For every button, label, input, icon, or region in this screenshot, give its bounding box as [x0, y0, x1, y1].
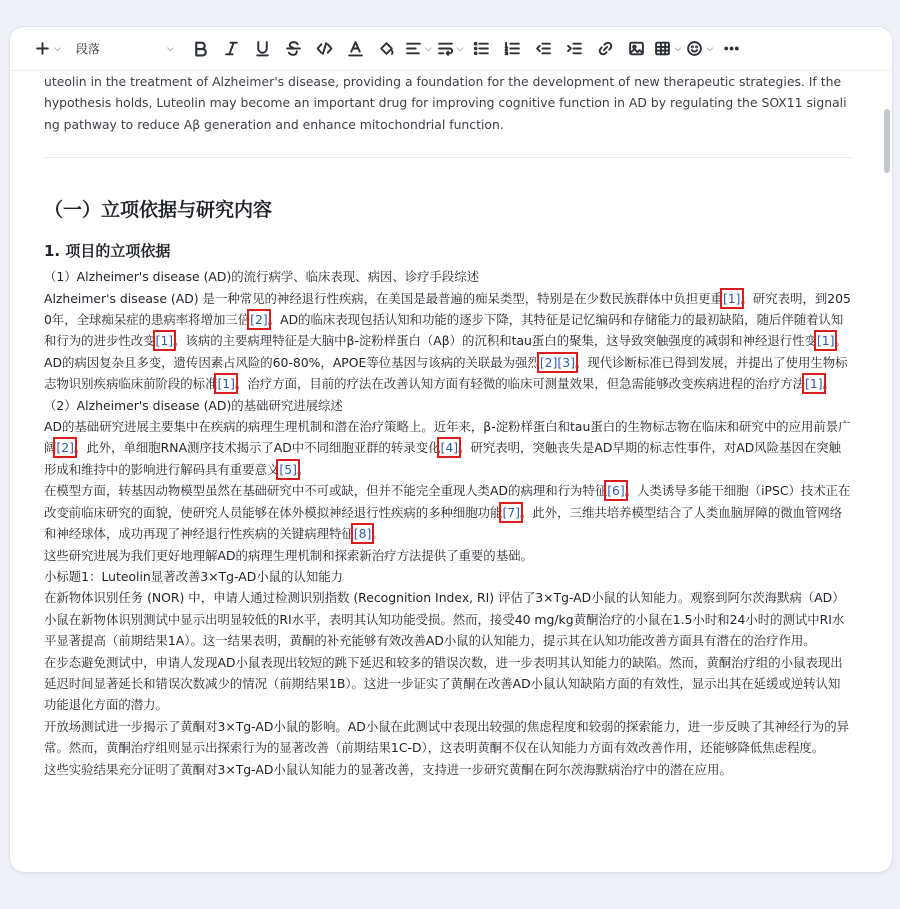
citation[interactable]: [5]: [279, 461, 297, 477]
chevron-down-icon: ⌵: [54, 43, 61, 54]
code-icon: [316, 40, 333, 57]
paragraph-8: 开放场测试进一步揭示了黄酮对3×Tg-AD小鼠的影响。AD小鼠在此测试中表现出较强的焦虑程度和较弱的探索能力，进一步反映了其神经行为的异常。然而，黄酮治疗组则显示出探索行为的显著改善（前期结果1C-D），这表明黄酮不仅在认知能力方面有效改善作用，还能够降低焦虑程度。: [44, 718, 849, 756]
bold-icon: [192, 40, 209, 57]
image-icon: [628, 40, 645, 57]
chevron-down-icon: ⌵: [674, 43, 682, 54]
chevron-down-icon: ⌵: [424, 43, 432, 54]
citation[interactable]: [1]: [722, 290, 741, 306]
editor-window: [10, 27, 892, 872]
align-icon: [405, 40, 422, 57]
align-button[interactable]: [405, 35, 432, 63]
italic-icon: [223, 40, 240, 57]
editor-toolbar: [10, 27, 892, 71]
bullet-list-button[interactable]: [468, 35, 494, 63]
paragraph-6: 在新物体识别任务 (NOR) 中，申请人通过检测识别指数 (Recognition Index, RI) 评估了3×Tg-AD小鼠的认知能力。观察到阿尔茨海默病（AD）小鼠在新物体识别测试中显示出明显较低的RI水平，表明其认知功能受损。然而，接受40 mg/kg黄酮治疗的小鼠在1.5小时和24小时的测试中RI水平显著提高（前期结果1A）。这一结果表明，黄酮的补充能够有效改善AD小鼠的认知能力，提示其在认知功能改善方面具有潜在的治疗作用。: [44, 590, 845, 649]
paragraph-style-select[interactable]: [72, 35, 178, 63]
underline-button[interactable]: [250, 35, 276, 63]
divider: [44, 157, 852, 158]
paragraph-heading-3: 小标题1：Luteolin显著改善3×Tg-AD小鼠的认知能力: [44, 568, 343, 584]
paragraph-7: 在步态避免测试中，申请人发现AD小鼠表现出较短的跳下延迟和较多的错误次数，进一步表明其认知能力的缺陷。然而，黄酮治疗组的小鼠表现出延迟时间显著延长和错误次数减少的情况（前期结果1B）。这进一步证实了黄酮在改善AD小鼠认知缺陷方面的有效性，显示出其在延缓或逆转认知功能退化方面的潜力。: [44, 654, 843, 713]
paragraph-2: AD的病因复杂且多变，遗传因素占风险的60-80%，APOE等位基因与该病的关联最为强烈[2][3]。现代诊断标准已得到发展，并提出了使用生物标志物识别疾病临床前阶段的标准[1]。治疗方面，目前的疗法在改善认知方面有轻微的临床可测量效果，但急需能够改变疾病进程的治疗方法[1]。: [44, 354, 848, 392]
paragraph-style-label: 段落: [75, 42, 100, 56]
table-button[interactable]: [654, 35, 681, 63]
font-color-button[interactable]: [343, 35, 369, 63]
document-body[interactable]: [44, 71, 852, 871]
bold-button[interactable]: [188, 35, 214, 63]
vertical-scrollbar[interactable]: [884, 109, 890, 173]
more-button[interactable]: [718, 35, 744, 63]
bullet-list-icon: [473, 40, 490, 57]
paragraph-9: 这些实验结果充分证明了黄酮对3×Tg-AD小鼠认知能力的显著改善，支持进一步研究黄酮在阿尔茨海默病治疗中的潜在应用。: [44, 761, 732, 777]
italic-button[interactable]: [219, 35, 245, 63]
highlight-button[interactable]: [374, 35, 400, 63]
chevron-down-icon: ⌵: [456, 43, 464, 54]
highlight-icon: [378, 40, 395, 57]
citation[interactable]: [4]: [440, 440, 459, 456]
citation[interactable]: [2]: [250, 312, 268, 328]
citation[interactable]: [1]: [155, 333, 174, 349]
numbered-list-button[interactable]: [499, 35, 525, 63]
insert-button[interactable]: [34, 35, 61, 63]
citation[interactable]: [1]: [805, 376, 823, 392]
underline-icon: [254, 40, 271, 57]
emoji-button[interactable]: [686, 35, 713, 63]
numbered-list-icon: [504, 40, 521, 57]
line-spacing-button[interactable]: [437, 35, 464, 63]
image-button[interactable]: [623, 35, 649, 63]
citation[interactable]: [2][3]: [539, 354, 575, 370]
more-icon: [723, 40, 740, 57]
font-color-icon: [347, 40, 364, 57]
citation[interactable]: [6]: [607, 483, 625, 499]
section-title: （一）立项依据与研究内容: [44, 199, 273, 222]
strikethrough-icon: [285, 40, 302, 57]
citation[interactable]: [1]: [816, 333, 835, 349]
paragraph-5: 这些研究进展为我们更好地理解AD的病理生理机制和探索新治疗方法提供了重要的基础。: [44, 547, 533, 563]
intro-paragraph: uteolin in the treatment of Alzheimer's disease, providing a foundation for the development of new therapeutic strategies. If the hypothesis holds, Luteolin may become an important drug for improving cognitive function in AD by regulating the SOX11 signaling pathway to reduce Aβ generation and enhance mitochondrial function.: [44, 74, 847, 132]
plus-icon: [34, 40, 51, 57]
emoji-icon: [686, 40, 703, 57]
outdent-icon: [535, 40, 552, 57]
code-button[interactable]: [312, 35, 338, 63]
citation[interactable]: [7]: [502, 504, 521, 520]
table-icon: [654, 40, 671, 57]
line-spacing-icon: [437, 40, 454, 57]
chevron-down-icon: ⌵: [706, 43, 714, 54]
link-button[interactable]: [592, 35, 618, 63]
citation[interactable]: [8]: [353, 526, 372, 542]
subsection-title: 1. 项目的立项依据: [44, 242, 171, 261]
paragraph-heading-1: （1）Alzheimer's disease (AD)的流行病学、临床表现、病因、诊疗手段综述: [44, 269, 480, 285]
indent-button[interactable]: [561, 35, 587, 63]
paragraph-heading-2: （2）Alzheimer's disease (AD)的基础研究进展综述: [44, 397, 343, 413]
strikethrough-button[interactable]: [281, 35, 307, 63]
outdent-button[interactable]: [530, 35, 556, 63]
indent-icon: [566, 40, 583, 57]
citation[interactable]: [2]: [56, 440, 74, 456]
chevron-down-icon: ⌵: [167, 43, 174, 54]
paragraph-4: 在模型方面，转基因动物模型虽然在基础研究中不可或缺，但并不能完全重现人类AD的病理和行为特征[6]。人类诱导多能干细胞（iPSC）技术正在改变前临床研究的面貌，使研究人员能够在体外模拟神经退行性疾病的多种细胞功能[7]。此外，三维共培养模型结合了人类血脑屏障的微血管网络和神经球体，成功再现了神经退行性疾病的关键病理特征[8]。: [44, 483, 851, 542]
link-icon: [597, 40, 614, 57]
paragraph-3: AD的基础研究进展主要集中在疾病的病理生理机制和潜在治疗策略上。近年来，β-淀粉样蛋白和tau蛋白的生物标志物在临床和研究中的应用前景广阔[2]。此外，单细胞RNA测序技术揭示了AD中不同细胞亚群的转录变化[4]。研究表明，突触丧失是AD早期的标志性事件，对AD风险基因在突触形成和维持中的影响进行解码具有重要意义[5]。: [44, 419, 851, 477]
citation[interactable]: [1]: [217, 376, 236, 392]
paragraph-1: Alzheimer's disease (AD) 是一种常见的神经退行性疾病，在美国是最普遍的痴呆类型，特别是在少数民族群体中负担更重[1]。研究表明，到2050年，全球痴呆症的患病率将增加三倍[2]。AD的临床表现包括认知和功能的逐步下降，其特征是记忆编码和存储能力的最初缺陷，随后伴随着认知和行为的进步性改变[1]。该病的主要病理特征是大脑中β-淀粉样蛋白（Aβ）的沉积和tau蛋白的聚集，这导致突触强度的减弱和神经退行性变[1]。: [44, 290, 851, 349]
